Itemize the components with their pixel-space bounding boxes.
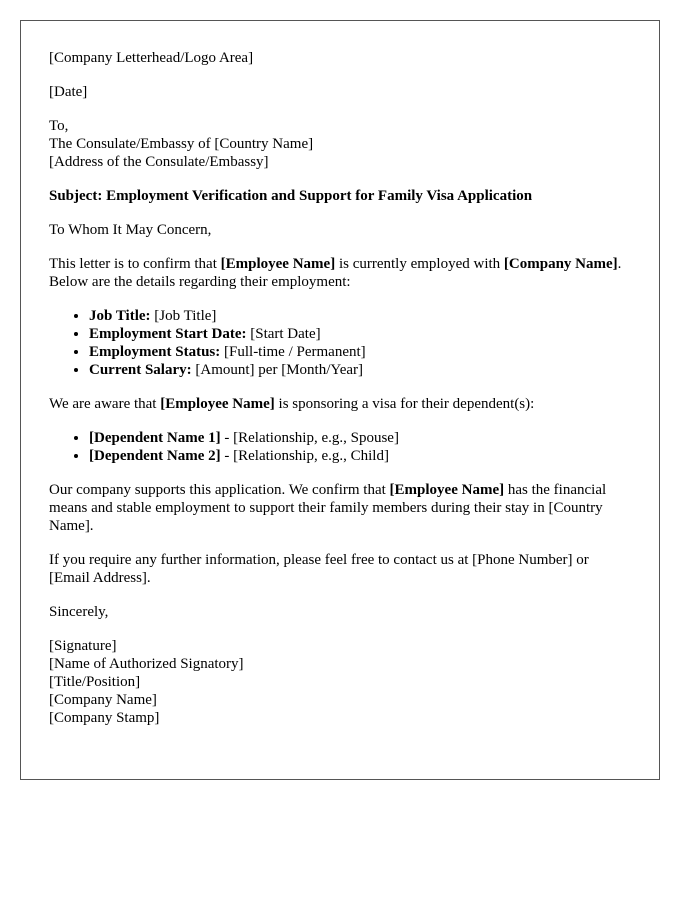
- detail-item-status: [89, 343, 631, 361]
- dependent-name: [Dependent Name 2]: [89, 448, 221, 464]
- letter-date: [Date]: [49, 84, 88, 100]
- detail-item-salary: [89, 361, 631, 379]
- sponsorship-text-2: is sponsoring a visa for their dependent(s):: [274, 396, 535, 412]
- detail-item-job-title: [89, 307, 631, 325]
- support-text-1: Our company supports this application. We confirm that: [49, 482, 390, 498]
- company-stamp: [Company Stamp]: [49, 710, 160, 726]
- signatory-title: [Title/Position]: [49, 674, 141, 690]
- employment-details-list: [49, 307, 631, 379]
- signature-line: [Signature]: [49, 638, 117, 654]
- dependent-name: [Dependent Name 1]: [89, 430, 221, 446]
- intro-paragraph: [49, 255, 631, 291]
- support-employee-name: [Employee Name]: [389, 482, 505, 498]
- dependent-relation: - [Relationship, e.g., Child]: [220, 448, 389, 464]
- sponsorship-text-1: We are aware that: [49, 396, 161, 412]
- letterhead: [Company Letterhead/Logo Area]: [49, 50, 254, 66]
- signatory-company: [Company Name]: [49, 692, 157, 708]
- signatory-name: [Name of Authorized Signatory]: [49, 656, 244, 672]
- dependent-relation: - [Relationship, e.g., Spouse]: [220, 430, 399, 446]
- sponsorship-employee-name: [Employee Name]: [160, 396, 275, 412]
- support-text-2: has the financial means and stable employment to support their family members during their stay in [Country Name].: [49, 482, 607, 534]
- sponsorship-paragraph: [49, 395, 631, 413]
- detail-value: [Amount] per [Month/Year]: [191, 362, 364, 378]
- intro-employee-name: [Employee Name]: [220, 256, 336, 272]
- dependent-item: [89, 429, 631, 447]
- contact-paragraph: If you require any further information, please feel free to contact us at [Phone Number] or [Email Address].: [49, 552, 589, 586]
- intro-text-2: is currently employed with: [335, 256, 504, 272]
- detail-label: Employment Status:: [89, 344, 221, 360]
- recipient-address: [Address of the Consulate/Embassy]: [49, 154, 269, 170]
- recipient-to: To,: [49, 118, 69, 134]
- detail-label: Current Salary:: [89, 362, 192, 378]
- subject-line: [49, 187, 631, 205]
- recipient-name: The Consulate/Embassy of [Country Name]: [49, 136, 314, 152]
- letter-page: [20, 20, 660, 780]
- detail-label: Employment Start Date:: [89, 326, 247, 342]
- detail-value: [Start Date]: [246, 326, 321, 342]
- detail-label: Job Title:: [89, 308, 151, 324]
- signature-block: [49, 637, 631, 727]
- detail-item-start-date: [89, 325, 631, 343]
- detail-value: [Job Title]: [150, 308, 217, 324]
- closing: Sincerely,: [49, 604, 109, 620]
- dependents-list: [49, 429, 631, 465]
- detail-value: [Full-time / Permanent]: [220, 344, 366, 360]
- support-paragraph: [49, 481, 631, 535]
- recipient-block: [49, 117, 631, 171]
- subject-text: Subject: Employment Verification and Support for Family Visa Application: [49, 188, 533, 204]
- intro-text-3: . Below are the details regarding their employment:: [49, 256, 622, 290]
- intro-company-name: [Company Name]: [503, 256, 618, 272]
- salutation: To Whom It May Concern,: [49, 222, 212, 238]
- intro-text-1: This letter is to confirm that: [49, 256, 221, 272]
- dependent-item: [89, 447, 631, 465]
